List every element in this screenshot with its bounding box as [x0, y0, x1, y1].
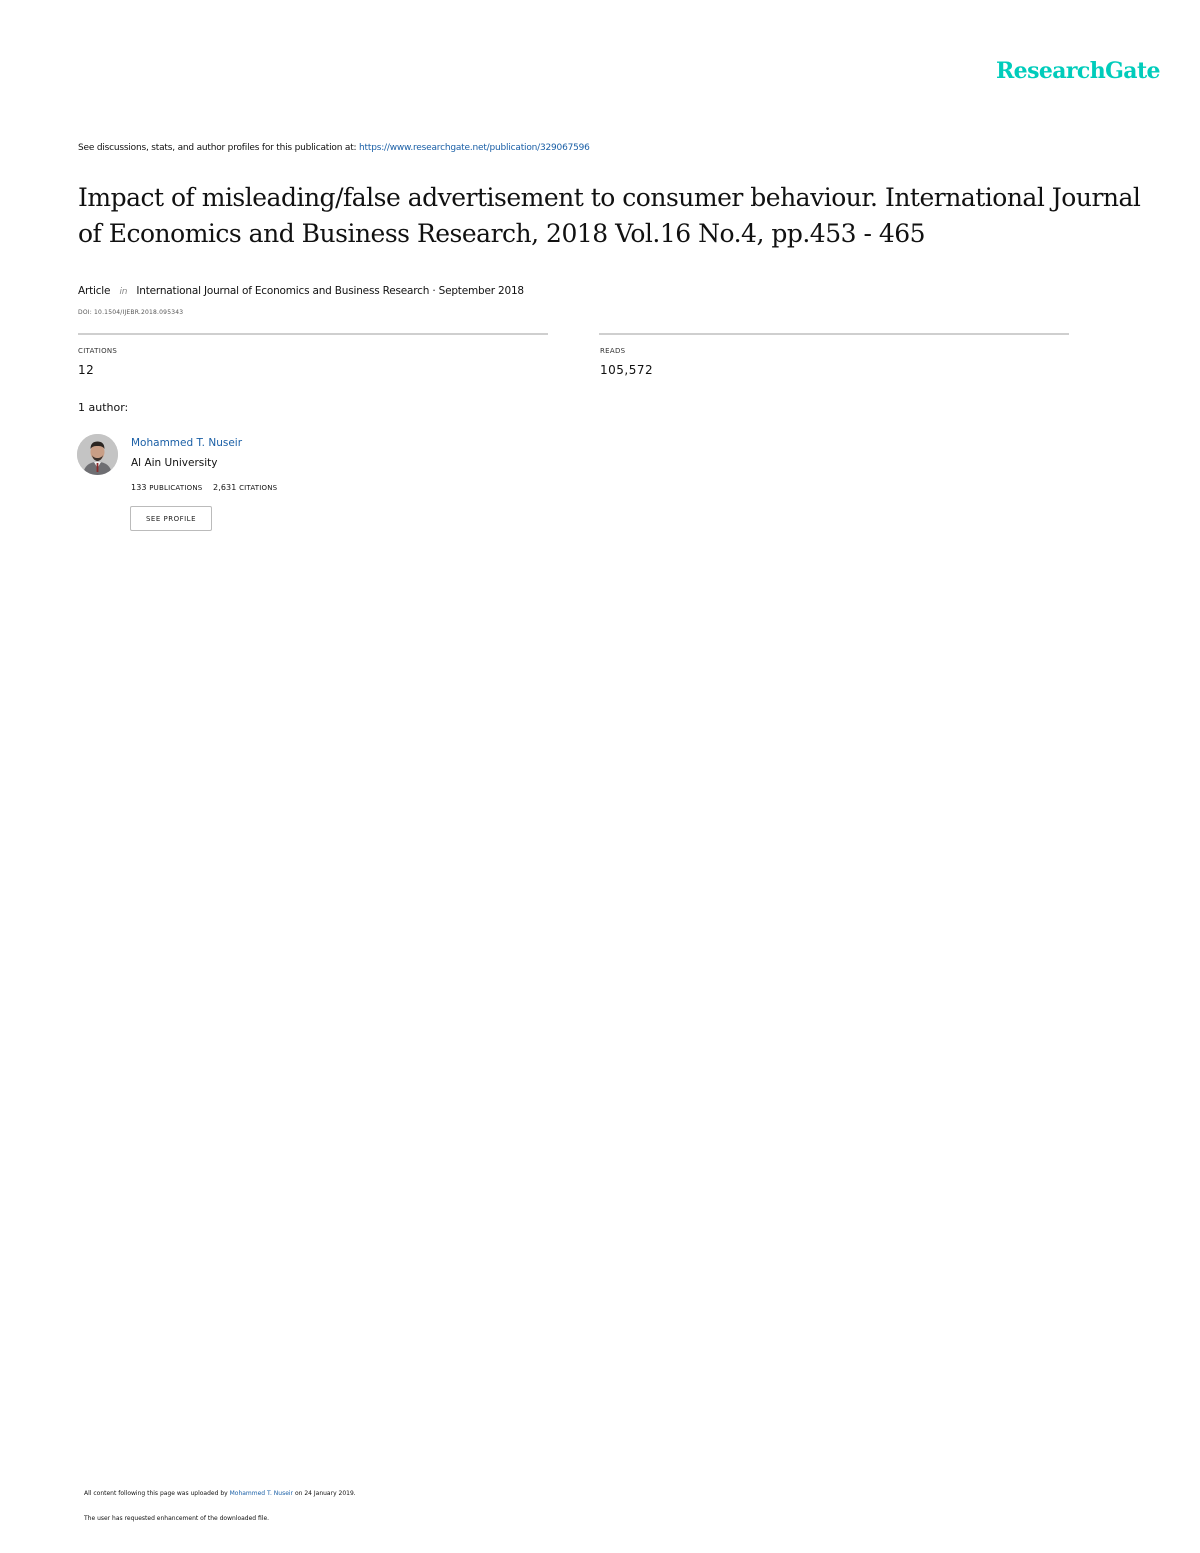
- publication-link[interactable]: https://www.researchgate.net/publication/329067596: [359, 143, 590, 153]
- author-publications-label: PUBLICATIONS: [149, 484, 203, 492]
- author-citations-label: CITATIONS: [239, 484, 278, 492]
- journal-name: International Journal of Economics and Business Research: [136, 285, 430, 297]
- upload-notice: [84, 1490, 356, 1497]
- see-profile-button[interactable]: SEE PROFILE: [130, 506, 212, 531]
- researchgate-logo[interactable]: ResearchGate: [996, 58, 1160, 84]
- author-affiliation: Al Ain University: [131, 457, 218, 469]
- citations-value: 12: [78, 363, 95, 377]
- upload-prefix: All content following this page was uploaded by: [84, 1490, 228, 1497]
- publication-doi: DOI: 10.1504/IJEBR.2018.095343: [78, 309, 184, 316]
- author-name[interactable]: Mohammed T. Nuseir: [131, 437, 243, 449]
- author-publications-count: 133: [131, 483, 147, 492]
- reads-value: 105,572: [600, 363, 654, 377]
- publication-meta: [78, 285, 524, 297]
- discussion-line: [78, 143, 590, 153]
- citations-divider: [78, 333, 548, 335]
- upload-suffix: on 24 January 2019.: [294, 1490, 356, 1497]
- publication-title: Impact of misleading/false advertisement to consumer behaviour. International Journal of Economics and Business Research, 2018 Vol.16 No.4, pp.453 - 465: [78, 183, 1141, 248]
- authors-heading: 1 author:: [78, 401, 129, 414]
- publication-date: September 2018: [438, 285, 524, 297]
- type-separator: in: [119, 287, 128, 297]
- author-avatar[interactable]: [77, 434, 118, 475]
- reads-divider: [599, 333, 1069, 335]
- author-stats: [131, 483, 277, 492]
- author-photo-icon: [77, 434, 118, 475]
- citations-label: CITATIONS: [78, 347, 118, 355]
- date-separator: ·: [432, 285, 436, 297]
- reads-label: READS: [600, 347, 626, 355]
- uploader-link[interactable]: Mohammed T. Nuseir: [229, 1490, 294, 1497]
- author-citations-count: 2,631: [213, 483, 237, 492]
- enhancement-notice: The user has requested enhancement of the downloaded file.: [84, 1515, 270, 1522]
- publication-type: Article: [78, 285, 111, 297]
- discussion-prefix: See discussions, stats, and author profiles for this publication at:: [78, 143, 357, 153]
